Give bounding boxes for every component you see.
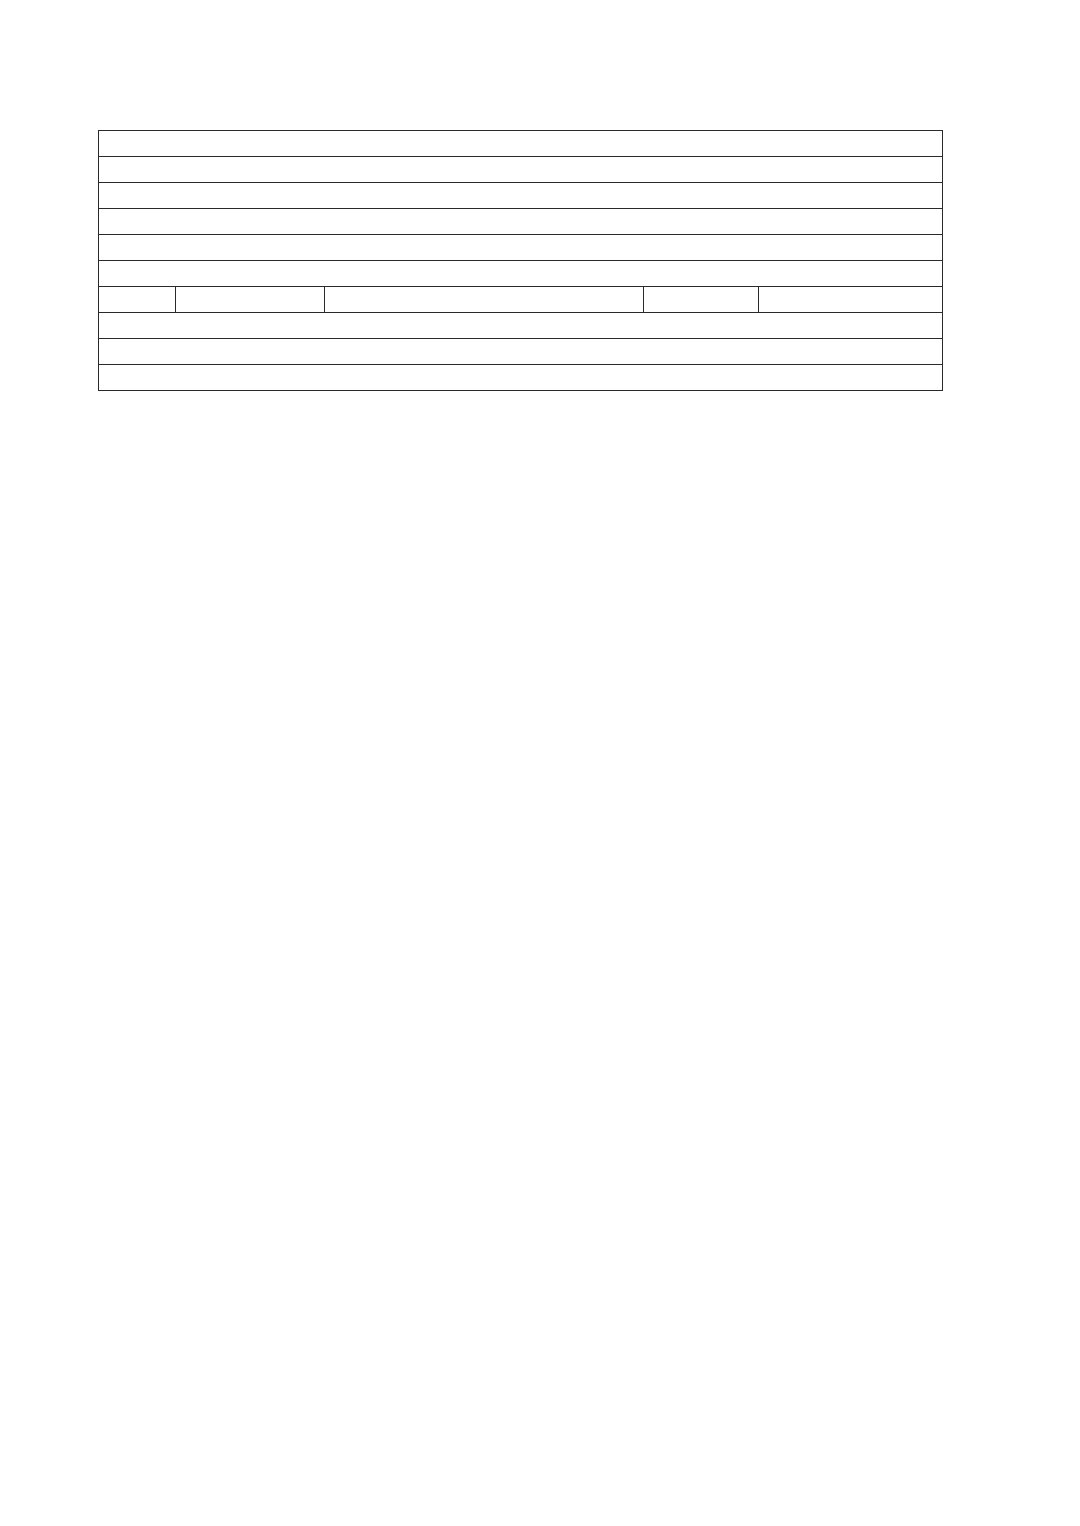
award-second-label — [99, 339, 943, 365]
award-first-row — [99, 235, 943, 261]
award-first-label — [99, 235, 943, 261]
section-block — [99, 131, 943, 313]
section-title-row — [99, 157, 943, 183]
header-name — [644, 287, 759, 313]
results-table — [98, 130, 943, 391]
blank-row — [99, 313, 943, 339]
blank-row — [99, 261, 943, 287]
section-title — [99, 157, 943, 183]
section-subtitle-row — [99, 183, 943, 209]
header-school — [325, 287, 644, 313]
header-no — [99, 287, 176, 313]
second-block — [99, 313, 943, 391]
blank-row — [99, 131, 943, 157]
header-row — [99, 287, 943, 313]
results-sheet — [98, 130, 942, 391]
header-teacher — [759, 287, 943, 313]
blank-row — [99, 209, 943, 235]
header-team — [176, 287, 325, 313]
blank-row — [99, 365, 943, 391]
section-subtitle — [99, 183, 943, 209]
award-second-row — [99, 339, 943, 365]
